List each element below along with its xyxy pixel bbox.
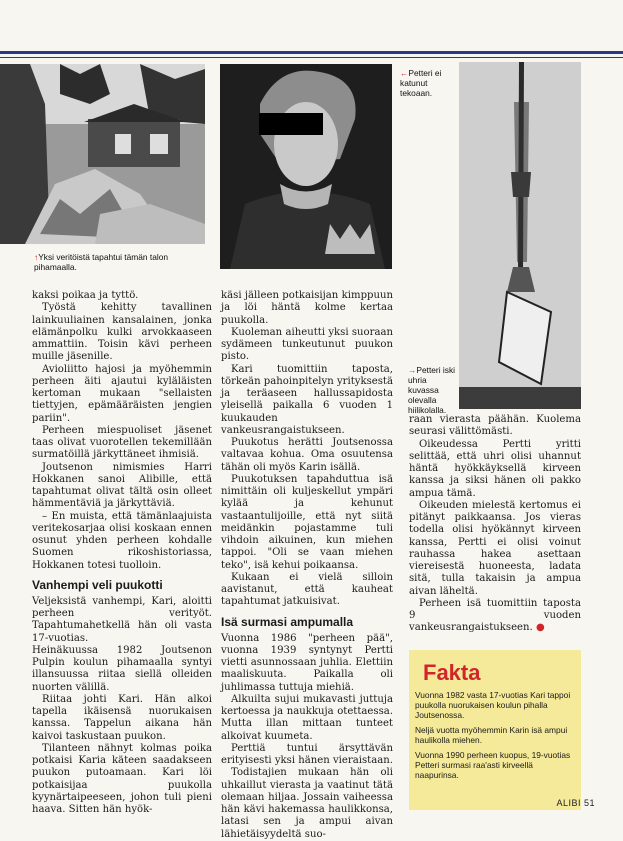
paragraph: Kukaan ei vielä silloin aavistanut, että kauheat tapahtumat jatkuisivat. <box>221 571 393 608</box>
caption-arrow-icon: ← <box>400 68 409 78</box>
caption-text: Petteri iski uhria kuvassa olevalla hiilikolalla. <box>408 365 456 415</box>
house-photo <box>0 64 205 244</box>
paragraph: Kari tuomittiin taposta, törkeän pahoinpitelyn yrityksestä ja teräaseen hallussapidosta yleisellä paikalla 6 vuoden 1 kuukauden vankeusrangaistukseen. <box>221 363 393 436</box>
header-rule-thin <box>0 57 623 58</box>
fakta-list <box>415 690 577 785</box>
paragraph: Perttiä tuntui ärsyttävän erityisesti yksi hänen vieraistaan. <box>221 742 393 766</box>
end-mark-icon: ● <box>535 622 545 634</box>
article-column-2 <box>221 290 393 841</box>
portrait-photo <box>220 64 392 269</box>
section-heading: Vanhempi veli puukotti <box>32 577 163 592</box>
censor-bar <box>259 113 323 135</box>
paragraph <box>409 598 581 635</box>
paragraph: Alkuilta sujui mukavasti juttuja kertoessa ja naukkuja otettaessa. Mutta illan mittaan tunteet alkoivat kuumeta. <box>221 693 393 742</box>
section-heading: Isä surmasi ampumalla <box>221 614 354 629</box>
paragraph: Heinäkuussa 1982 Joutsenon Pulpin koulun pihamaalla syntyi illansuussa riitaa siellä olleiden nuorten välillä. <box>32 644 212 693</box>
paragraph: Riitaa johti Kari. Hän alkoi tapella ikäisensä nuorukaisen kanssa. Tappelun aikana hän kaivoi taskustaan puukon. <box>32 693 212 742</box>
paragraph: Oikeudessa Pertti yritti selittää, että uhri olisi uhannut häntä hyökkäyksellä kirveen kanssa ja siksi hänen oli pakko ampua tämä. <box>409 438 581 499</box>
paragraph: Veljeksistä vanhempi, Kari, aloitti perheen verityöt. Tapahtumahetkellä hän oli vasta 17-vuotias. <box>32 595 212 644</box>
caption-text: Yksi veritöistä tapahtui tämän talon pihamaalla. <box>34 252 169 272</box>
axe-photo <box>459 62 581 409</box>
portrait-caption <box>400 68 452 98</box>
fakta-title: Fakta <box>423 660 481 685</box>
paragraph: – En muista, että tämänlaajuista veritekosarjaa olisi koskaan ennen osunut yhden perheen kohdalle Suomen rikoshistoriassa, Hokkanen totesi tuolloin. <box>32 510 212 571</box>
fakta-item: Vuonna 1982 vasta 17-vuotias Kari tappoi puukolla nuorukaisen koulun pihalla Joutsenossa. <box>415 690 571 720</box>
paragraph: raan vierasta päähän. Kuolema seurasi välittömästi. <box>409 414 581 438</box>
paragraph: Työstä kehitty tavallinen lainkuuliainen kansalainen, jonka elämänpolku kulki arvokkaaseen ammattiin. Toisin kävi perheen muille jäsenille. <box>32 302 212 363</box>
fakta-item: Neljä vuotta myöhemmin Karin isä ampui haulikolla miehen. <box>415 725 568 745</box>
page-footer: ALIBI 51 <box>556 798 595 808</box>
paragraph: Todistajien mukaan hän oli uhkaillut vierasta ja vaatinut tätä olemaan hiljaa. Jossain vaiheessa hän kävi hakemassa haulikkonsa, latasi sen ja ampui aivan lähietäisyydeltä suo- <box>221 767 393 840</box>
fakta-box <box>409 650 581 810</box>
paragraph-text: Perheen isä tuomittiin taposta 9 vuoden vankeusrangaistukseen. <box>409 597 581 634</box>
paragraph: Tilanteen nähnyt kolmas poika potkaisi Karia käteen saadakseen puukon putoamaan. Kari löi potkaisijaa puukolla kyynärtaipeeseen, johon tuli pieni haava. Sitten hän hyök- <box>32 742 212 815</box>
paragraph: Kuoleman aiheutti yksi suoraan sydämeen tunkeutunut puukon pisto. <box>221 326 393 363</box>
caption-arrow-icon: ↑ <box>34 252 39 262</box>
paragraph: Joutsenon nimismies Harri Hokkanen sanoi Alibille, että tapahtumat olivat tältä osin olleet hämmentäviä ja järkyttäviä. <box>32 461 212 510</box>
header-rule-thick <box>0 51 623 54</box>
paragraph: Avioliitto hajosi ja myöhemmin perheen äiti ajautui kyläläisten kertoman mukaan "sellaisten tiettyjen, epämääräisten jengien pariin". <box>32 363 212 424</box>
caption-text: Petteri ei katunut tekoaan. <box>400 68 442 98</box>
paragraph: Puukotus herätti Joutsenossa valtavaa kohua. Oma osuutensa tähän oli myös Karin isällä. <box>221 437 393 473</box>
paragraph: Perheen miespuoliset jäsenet taas olivat vuorotellen tekemillään surmatöillä järkyttäneet ihmisiä. <box>32 424 212 461</box>
house-photo-caption <box>34 252 204 272</box>
paragraph: Oikeuden mielestä kertomus ei pitänyt paikkaansa. Jos vieras todella olisi hyökännyt kirveen kanssa, Pertti ei olisi voinut rauhassa hakea asettaan viereisestä huoneesta, ladata sitä, tulla takaisin ja ampua aivan läheltä. <box>409 499 581 597</box>
axe-caption <box>408 365 458 415</box>
fakta-item: Vuonna 1990 perheen kuopus, 19-vuotias Petteri surmasi raa'asti kirveellä naapurinsa. <box>415 750 571 780</box>
paragraph: käsi jälleen potkaisijan kimppuun ja löi häntä kolme kertaa puukolla. <box>221 290 393 326</box>
caption-arrow-icon: → <box>408 365 417 375</box>
article-column-3 <box>409 414 581 635</box>
paragraph: Vuonna 1986 "perheen pää", vuonna 1939 syntynyt Pertti vietti asunnossaan juhlia. Elettiin maaliskuuta. Paikalla oli juhlimassa tuttuja miehiä. <box>221 632 393 693</box>
paragraph: Puukotuksen tapahduttua isä nimittäin oli kuljeskellut ympäri kylää ja kehunut vastaantulijoille, että nyt siitä meidänkin pojastamme tuli vihdoin aikuinen, kun miehen tappoi. "Oli se vaan miehen teko", isä kehui poikaansa. <box>221 473 393 571</box>
article-column-1 <box>32 290 212 816</box>
paragraph: kaksi poikaa ja tyttö. <box>32 290 139 301</box>
